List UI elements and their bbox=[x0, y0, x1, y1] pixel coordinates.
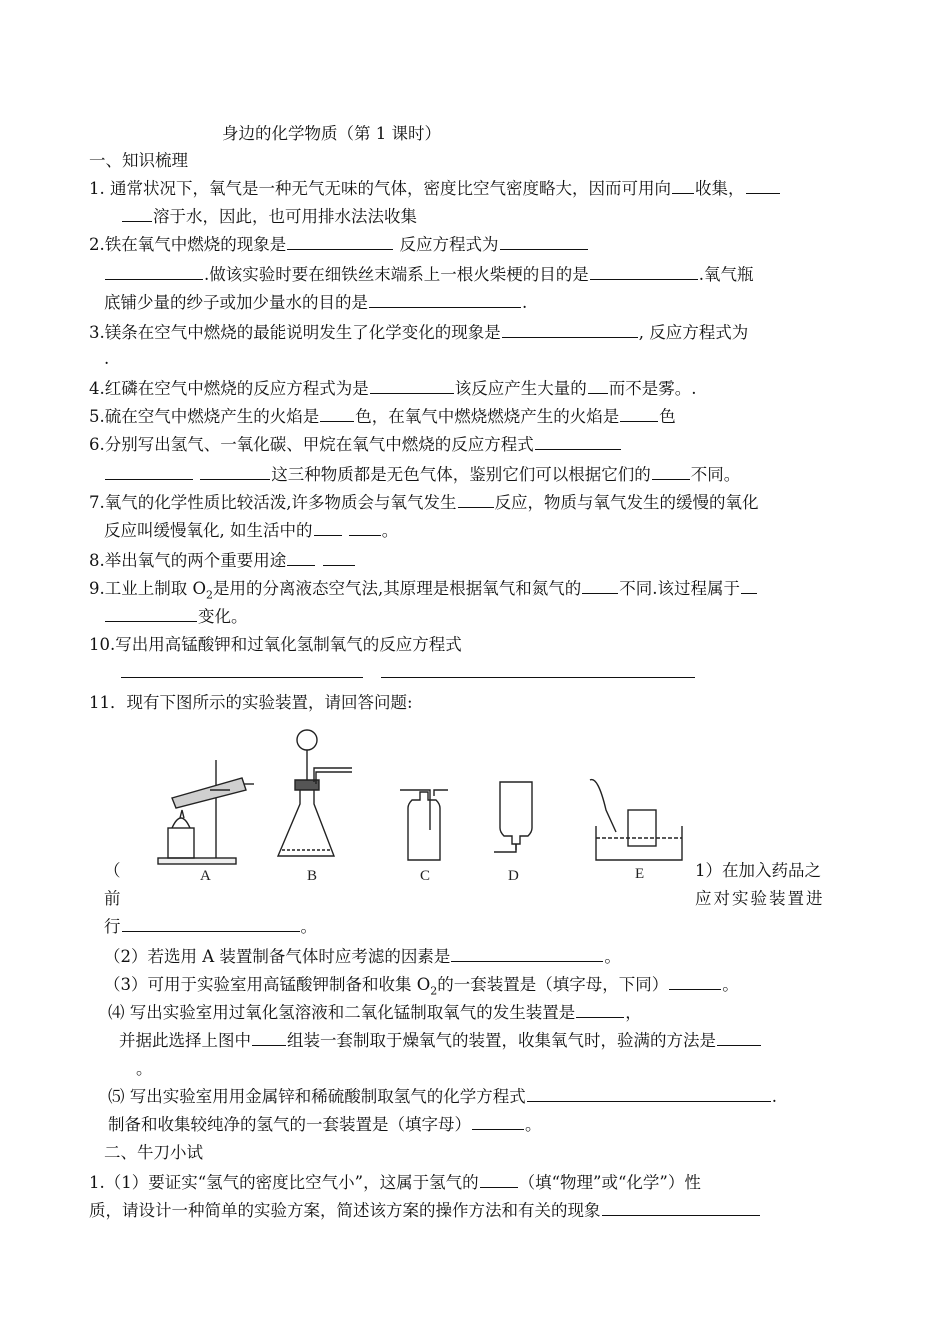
answer-blank[interactable] bbox=[451, 944, 603, 962]
figure-label: C bbox=[420, 868, 431, 884]
answer-blank[interactable] bbox=[323, 548, 355, 566]
question-8: 8.举出氧气的两个重要用途 bbox=[89, 548, 850, 574]
question-7: 7.氧气的化学性质比较活泼,许多物质会与氧气发生 反应，物质与氧气发生的缓慢的氧化 bbox=[89, 490, 850, 516]
answer-blank[interactable] bbox=[287, 232, 393, 250]
question-9: 9.工业上制取 $O_2$是用的分离液态空气法,其原理是根据氧气和氮气的 不同.该过程属于 bbox=[89, 576, 850, 608]
answer-blank[interactable] bbox=[672, 176, 694, 194]
answer-blank[interactable] bbox=[349, 518, 381, 536]
answer-blank[interactable] bbox=[620, 404, 658, 422]
answer-blank[interactable] bbox=[480, 1170, 518, 1188]
page-title: 身边的化学物质（第 1 课时） bbox=[222, 124, 441, 143]
answer-blank[interactable] bbox=[458, 490, 494, 508]
answer-blank[interactable] bbox=[320, 404, 354, 422]
answer-blank[interactable] bbox=[741, 576, 757, 594]
answer-blank[interactable] bbox=[122, 914, 300, 932]
answer-blank[interactable] bbox=[669, 972, 721, 990]
figure-label: D bbox=[508, 868, 519, 884]
apparatus-a bbox=[158, 760, 254, 864]
question-4: 4.红磷在空气中燃烧的反应方程式为是 该反应产生大量的 而不是雾。. bbox=[89, 376, 850, 402]
figure-label: A bbox=[200, 868, 211, 884]
answer-blank[interactable] bbox=[105, 462, 193, 480]
apparatus-figure bbox=[150, 720, 690, 890]
answer-blank[interactable] bbox=[535, 432, 621, 450]
apparatus-c bbox=[400, 790, 448, 860]
answer-blank[interactable] bbox=[121, 660, 363, 678]
answer-blank[interactable] bbox=[122, 204, 152, 222]
answer-blank[interactable] bbox=[602, 1198, 760, 1216]
answer-blank[interactable] bbox=[105, 262, 203, 280]
question-11: 11．现有下图所示的实验装置，请回答问题: bbox=[89, 693, 413, 712]
answer-blank[interactable] bbox=[746, 176, 780, 194]
answer-blank[interactable] bbox=[252, 1028, 286, 1046]
section-heading: 二、牛刀小试 bbox=[104, 1143, 203, 1162]
question-6: 6.分别写出氢气、一氧化碳、甲烷在氧气中燃烧的反应方程式 bbox=[89, 432, 850, 458]
answer-blank[interactable] bbox=[381, 660, 695, 678]
question-5: 5.硫在空气中燃烧产生的火焰是 色，在氧气中燃烧燃烧产生的火焰是 色 bbox=[89, 404, 850, 430]
answer-blank[interactable] bbox=[287, 548, 315, 566]
answer-blank[interactable] bbox=[502, 320, 638, 338]
answer-blank[interactable] bbox=[652, 462, 690, 480]
question-10: 10.写出用高锰酸钾和过氧化氢制氧气的反应方程式 bbox=[89, 635, 462, 654]
apparatus-b bbox=[278, 730, 352, 856]
answer-blank[interactable] bbox=[717, 1028, 761, 1046]
section-heading: 一、知识梳理 bbox=[89, 151, 188, 170]
figure-label: E bbox=[635, 866, 645, 882]
apparatus-d bbox=[494, 782, 532, 852]
answer-blank[interactable] bbox=[588, 376, 608, 394]
answer-blank[interactable] bbox=[576, 1000, 624, 1018]
question-3: 3.镁条在空气中燃烧的最能说明发生了化学变化的现象是 , 反应方程式为 bbox=[89, 320, 850, 346]
answer-blank[interactable] bbox=[314, 518, 342, 536]
figure-label: B bbox=[307, 868, 318, 884]
answer-blank[interactable] bbox=[369, 290, 521, 308]
answer-blank[interactable] bbox=[582, 576, 618, 594]
answer-blank[interactable] bbox=[527, 1084, 771, 1102]
section2-question-1: 1.（1）要证实“氢气的密度比空气小”，这属于氢气的 （填“物理”或“化学”）性 bbox=[89, 1170, 850, 1196]
answer-blank[interactable] bbox=[200, 462, 270, 480]
apparatus-e bbox=[590, 780, 682, 860]
answer-blank[interactable] bbox=[370, 376, 454, 394]
answer-blank[interactable] bbox=[500, 232, 588, 250]
answer-blank[interactable] bbox=[590, 262, 698, 280]
question-1: 1. 通常状况下，氧气是一种无气无味的气体，密度比空气密度略大，因而可用向 收集， bbox=[89, 176, 850, 202]
question-2: 2.铁在氧气中燃烧的现象是 反应方程式为 bbox=[89, 232, 850, 258]
answer-blank[interactable] bbox=[472, 1112, 524, 1130]
answer-blank[interactable] bbox=[105, 604, 197, 622]
